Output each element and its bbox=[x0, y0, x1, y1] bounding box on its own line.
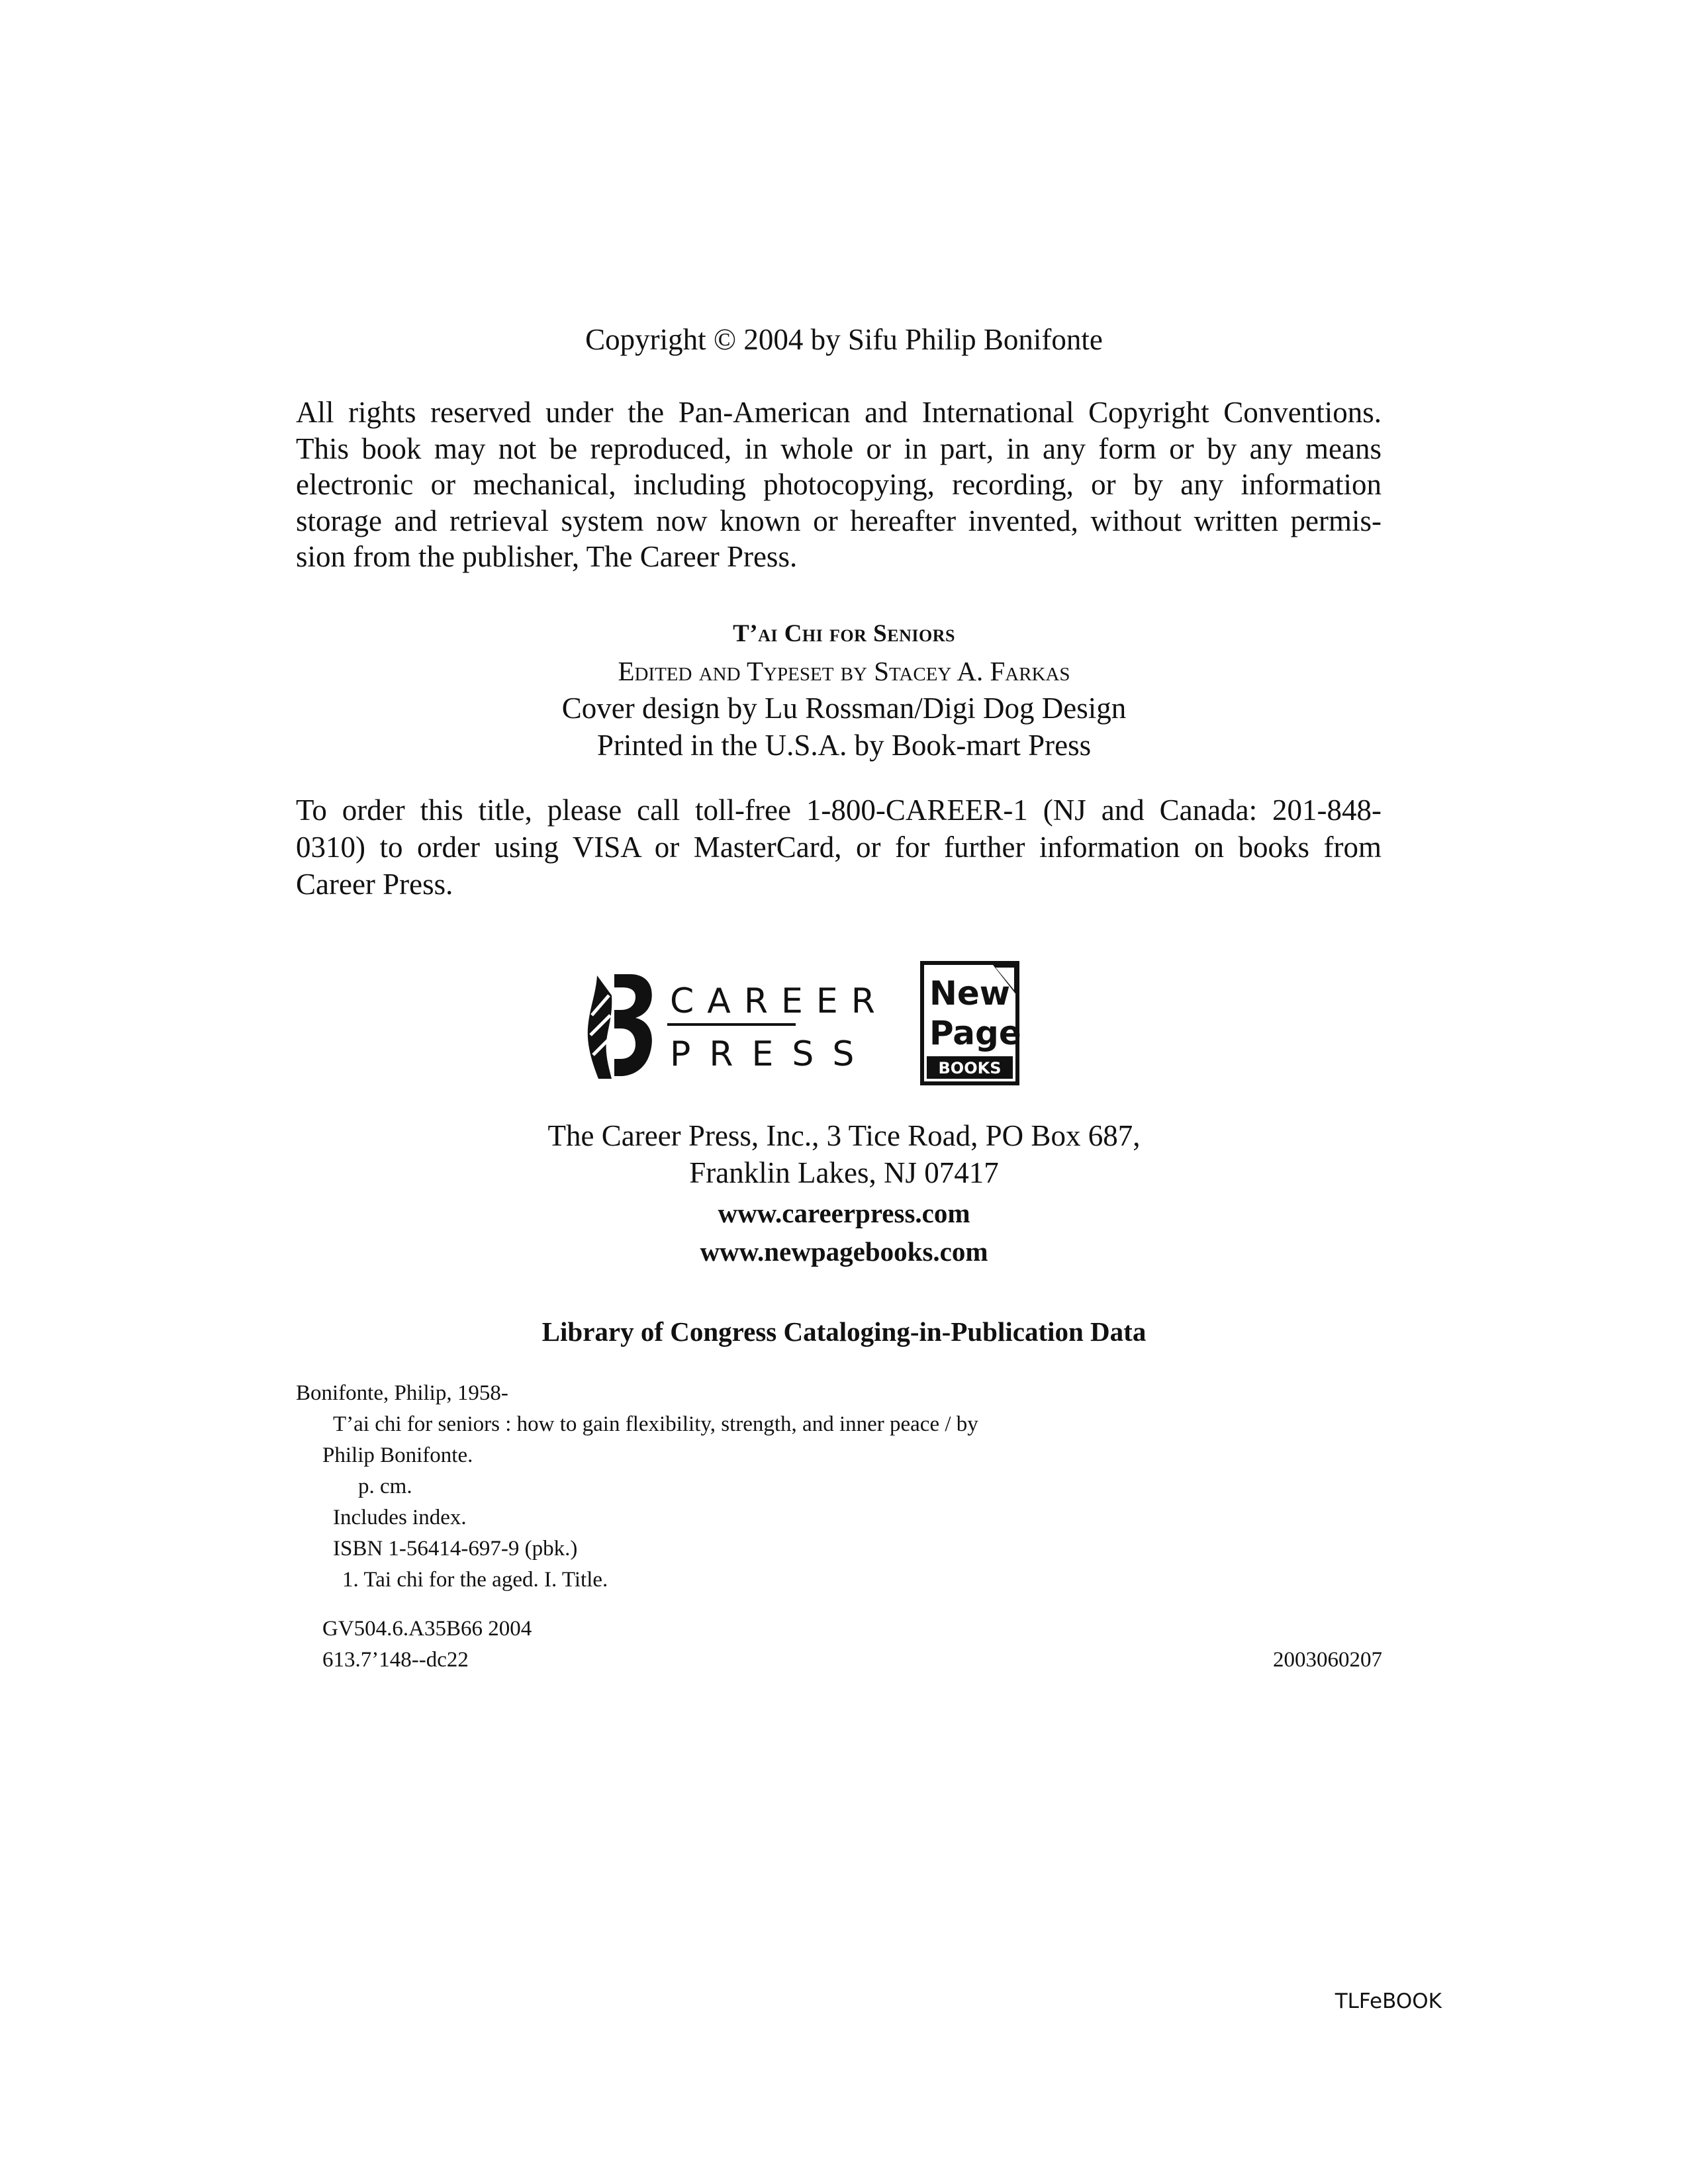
career-press-emblem-icon bbox=[588, 974, 652, 1079]
cip-title-line: T’ai chi for seniors : how to gain flexibility, strength, and inner peace / by bbox=[333, 1412, 978, 1436]
new-page-logo-line2: Page bbox=[929, 1014, 1021, 1052]
rights-line: electronic or mechanical, including photocopying, recording, or by any information bbox=[296, 468, 1382, 501]
website-careerpress: www.careerpress.com bbox=[718, 1198, 970, 1228]
cover-credit: Cover design by Lu Rossman/Digi Dog Design bbox=[561, 692, 1127, 725]
footer-tag: TLFeBOOK bbox=[1335, 1989, 1442, 2013]
book-title: T’ai Chi for Seniors bbox=[733, 620, 955, 647]
career-press-logo-line1: CAREER bbox=[670, 981, 888, 1021]
website-list bbox=[0, 1194, 1688, 1271]
rights-line: sion from the publisher, The Career Press. bbox=[296, 540, 798, 573]
lc-classification: GV504.6.A35B66 2004 bbox=[322, 1617, 532, 1641]
order-paragraph bbox=[296, 792, 1382, 903]
cip-heading: Library of Congress Cataloging-in-Publication Data bbox=[541, 1316, 1147, 1347]
new-page-logo-line3: BOOKS bbox=[938, 1059, 1002, 1077]
rights-line: All rights reserved under the Pan-American and International Copyright Conventions. bbox=[296, 396, 1382, 429]
career-press-logo bbox=[583, 969, 888, 1081]
order-line: To order this title, please call toll-free 1-800-CAREER-1 (NJ and Canada: 201-848- bbox=[296, 794, 1382, 827]
publisher-address bbox=[0, 1117, 1688, 1191]
new-page-logo-line1: New bbox=[929, 974, 1010, 1013]
order-line: Career Press. bbox=[296, 868, 453, 901]
cip-author: Bonifonte, Philip, 1958- bbox=[296, 1381, 508, 1405]
address-line: The Career Press, Inc., 3 Tice Road, PO Box 687, bbox=[547, 1119, 1141, 1152]
new-page-books-logo bbox=[920, 961, 1019, 1085]
credits-block bbox=[0, 615, 1688, 764]
printer-credit: Printed in the U.S.A. by Book-mart Press bbox=[596, 729, 1092, 762]
cip-pages: p. cm. bbox=[358, 1475, 412, 1498]
cip-subjects: 1. Tai chi for the aged. I. Title. bbox=[342, 1568, 608, 1592]
cip-index: Includes index. bbox=[333, 1506, 467, 1529]
order-line: 0310) to order using VISA or MasterCard, or for further information on books from bbox=[296, 831, 1382, 864]
rights-line: This book may not be reproduced, in whole or in part, in any form or by any means bbox=[296, 432, 1382, 465]
rights-line: storage and retrieval system now known or hereafter invented, without written permis- bbox=[296, 504, 1382, 537]
cip-title-line: Philip Bonifonte. bbox=[322, 1443, 473, 1467]
rights-paragraph bbox=[296, 394, 1382, 575]
lccn-number: 2003060207 bbox=[1273, 1648, 1382, 1672]
dewey-classification: 613.7’148--dc22 bbox=[322, 1648, 469, 1672]
address-line: Franklin Lakes, NJ 07417 bbox=[689, 1156, 999, 1189]
copyright-notice: Copyright © 2004 by Sifu Philip Bonifonte bbox=[585, 323, 1103, 356]
website-newpagebooks: www.newpagebooks.com bbox=[700, 1236, 988, 1267]
classification-block bbox=[322, 1614, 532, 1676]
cip-record bbox=[296, 1378, 978, 1596]
cip-isbn: ISBN 1-56414-697-9 (pbk.) bbox=[333, 1537, 578, 1561]
editor-credit: Edited and Typeset by Stacey A. Farkas bbox=[618, 656, 1070, 686]
career-press-logo-line2: PRESS bbox=[670, 1034, 873, 1074]
